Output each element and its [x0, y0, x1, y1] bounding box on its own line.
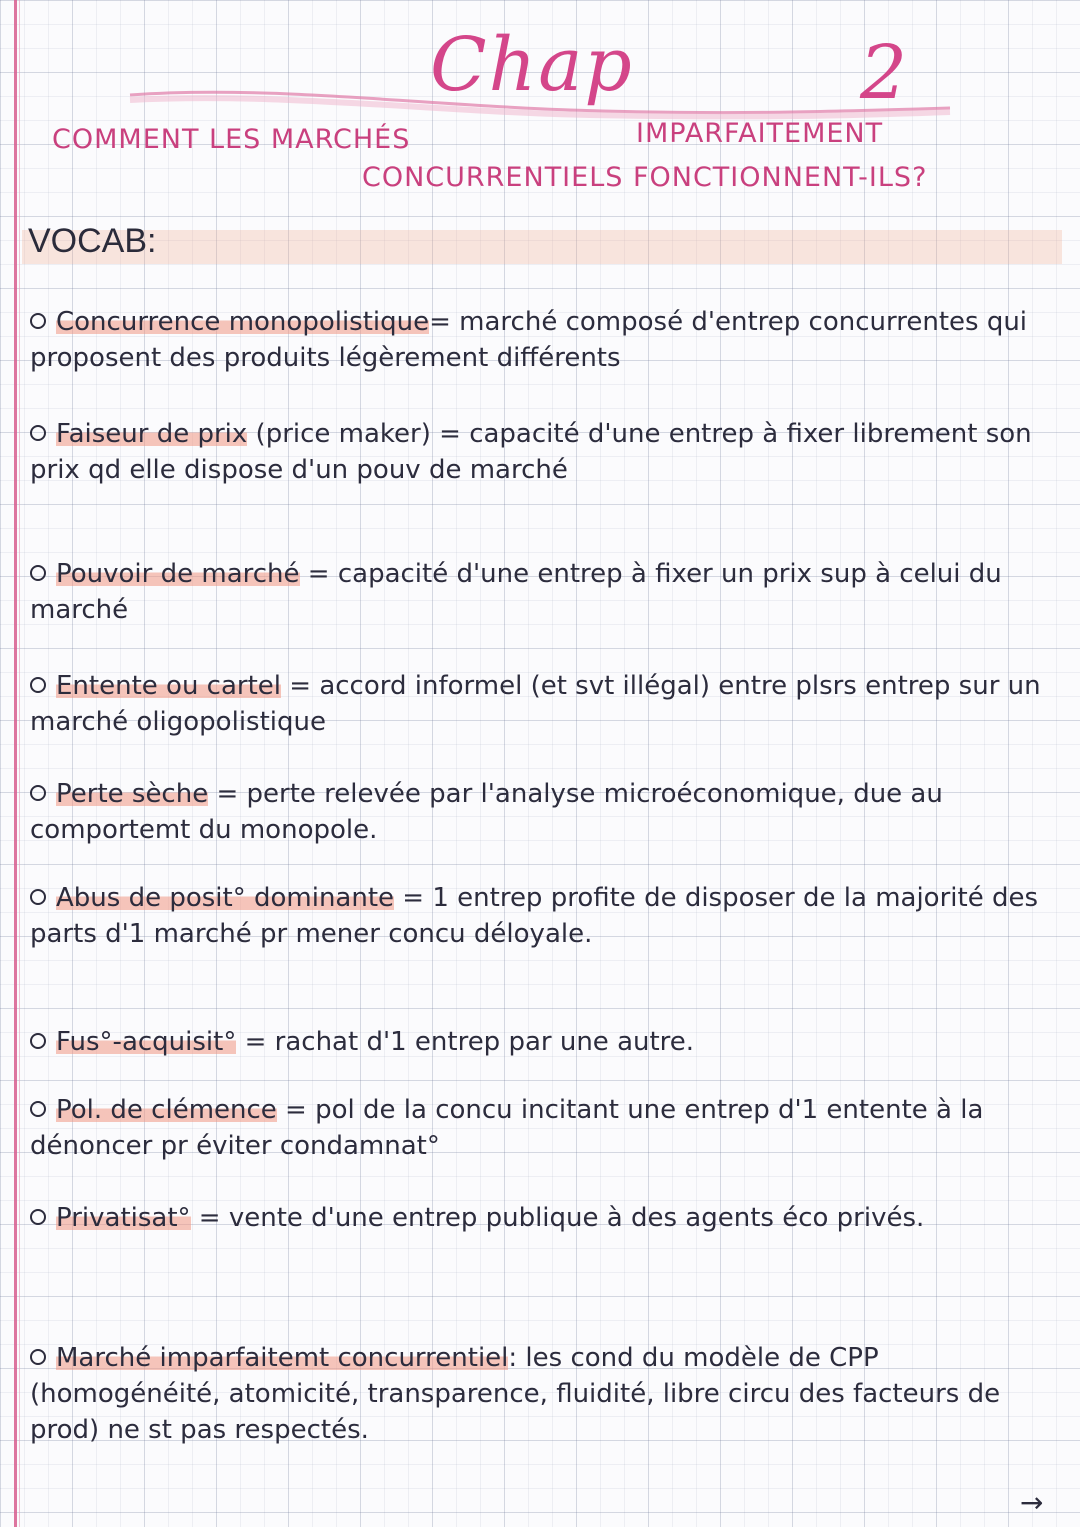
vocab-definition: = vente d'une entrep publique à des agents éco privés.: [190, 1203, 925, 1233]
vocab-definition: : les cond du modèle de CPP (homogénéité, atomicité, transparence, fluidité, libre circu des facteurs de prod) ne st pas respectés.: [30, 1343, 1001, 1445]
bullet-icon: [30, 1349, 46, 1365]
chapter-question-part3: CONCURRENTIELS FONCTIONNENT-ILS?: [362, 162, 928, 193]
vocab-entry: [30, 304, 1060, 376]
bullet-icon: [30, 677, 46, 693]
bullet-icon: [30, 565, 46, 581]
chapter-title: Chap: [430, 22, 634, 108]
vocab-term: Perte sèche: [56, 779, 209, 809]
chapter-number: 2: [860, 30, 908, 116]
next-page-arrow-icon: →: [1020, 1486, 1044, 1519]
vocab-term: Pouvoir de marché: [56, 559, 300, 589]
vocab-term: Privatisat°: [56, 1203, 191, 1233]
bullet-icon: [30, 425, 46, 441]
margin-line: [14, 0, 17, 1527]
chapter-question-part2: IMPARFAITEMENT: [636, 118, 884, 149]
vocab-term: Pol. de clémence: [56, 1095, 277, 1125]
vocab-entry: [30, 1092, 1060, 1164]
vocab-entry: [30, 880, 1060, 952]
vocab-highlight: [22, 230, 1062, 264]
vocab-entry: [30, 416, 1060, 488]
vocab-definition: = accord informel (et svt illégal) entre plsrs entrep sur un marché oligopolistique: [30, 671, 1041, 737]
vocab-term: Faiseur de prix: [56, 419, 248, 449]
bullet-icon: [30, 313, 46, 329]
vocab-term: Entente ou cartel: [56, 671, 282, 701]
vocab-term: Concurrence monopolistique: [56, 307, 430, 337]
chapter-question-part1: COMMENT LES MARCHÉS: [52, 124, 411, 155]
vocab-term: Marché imparfaitemt concurrentiel: [56, 1343, 509, 1373]
vocab-entry: [30, 1200, 1060, 1236]
bullet-icon: [30, 785, 46, 801]
vocab-definition: = pol de la concu incitant une entrep d'1 entente à la dénoncer pr éviter condamnat°: [30, 1095, 984, 1161]
bullet-icon: [30, 889, 46, 905]
vocab-definition: = marché composé d'entrep concurrentes qui proposent des produits légèrement différents: [30, 307, 1028, 373]
margin-line-inner: [19, 0, 20, 1527]
vocab-definition: (price maker) = capacité d'une entrep à fixer librement son prix qd elle dispose d'un pouv de marché: [30, 419, 1032, 485]
vocab-definition: = capacité d'une entrep à fixer un prix sup à celui du marché: [30, 559, 1002, 625]
vocab-entry: [30, 776, 1060, 848]
vocab-definition: = rachat d'1 entrep par une autre.: [236, 1027, 695, 1057]
vocab-heading: VOCAB:: [28, 222, 157, 260]
vocab-entry: [30, 556, 1060, 628]
vocab-entry: [30, 1340, 1060, 1448]
vocab-entry: [30, 1024, 1060, 1060]
bullet-icon: [30, 1209, 46, 1225]
vocab-definition: = perte relevée par l'analyse microéconomique, due au comportemt du monopole.: [30, 779, 943, 845]
vocab-definition: = 1 entrep profite de disposer de la majorité des parts d'1 marché pr mener concu déloyale.: [30, 883, 1039, 949]
vocab-term: Abus de posit° dominante: [56, 883, 395, 913]
bullet-icon: [30, 1033, 46, 1049]
vocab-entry: [30, 668, 1060, 740]
vocab-term: Fus°-acquisit°: [56, 1027, 237, 1057]
bullet-icon: [30, 1101, 46, 1117]
